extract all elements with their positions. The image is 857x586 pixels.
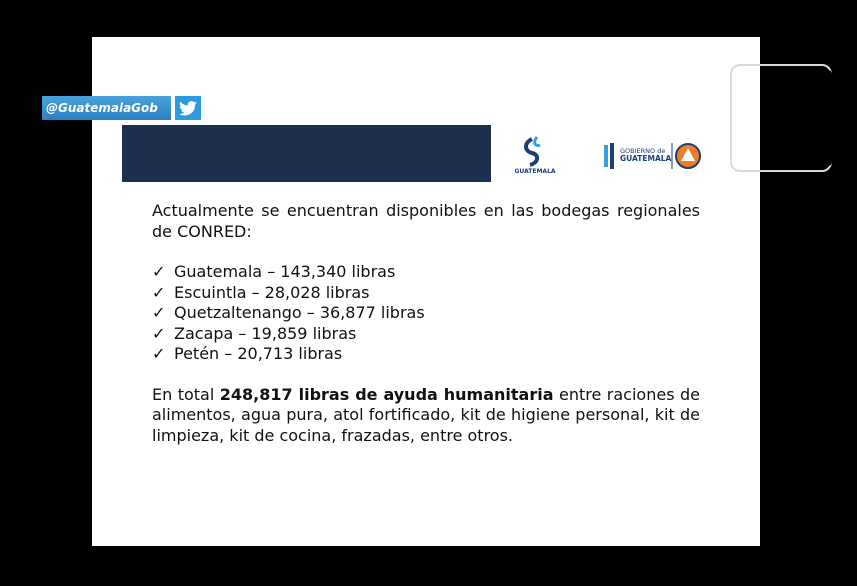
svg-text:GUATEMALA: GUATEMALA bbox=[514, 168, 556, 175]
check-icon: ✓ bbox=[152, 303, 166, 322]
total-paragraph: En total 248,817 libras de ayuda humanitaria entre raciones de alimentos, agua pura, atol fortificado, kit de higiene personal, kit de limpieza, kit de cocina, frazadas, entre otros. bbox=[152, 384, 700, 445]
check-icon: ✓ bbox=[152, 282, 166, 302]
list-item: ✓ Guatemala – 143,340 libras bbox=[152, 262, 396, 281]
check-icon: ✓ bbox=[152, 323, 166, 343]
warehouse-list bbox=[152, 262, 700, 365]
list-item: ✓ Escuintla – 28,028 libras bbox=[152, 282, 370, 302]
list-item: ✓ Quetzaltenango – 36,877 libras bbox=[152, 303, 425, 322]
intro-text: Actualmente se encuentran disponibles en las bodegas regionales de CONRED: bbox=[152, 201, 700, 241]
list-item: ✓ Zacapa – 19,859 libras bbox=[152, 323, 357, 343]
title-banner bbox=[122, 125, 491, 182]
check-icon: ✓ bbox=[152, 344, 166, 363]
gobierno-guatemala-logo bbox=[602, 139, 706, 173]
check-icon: ✓ bbox=[152, 262, 166, 281]
conred-logo bbox=[510, 135, 560, 175]
list-item: ✓ Petén – 20,713 libras bbox=[152, 344, 343, 363]
video-frame-inner bbox=[782, 70, 832, 166]
svg-text:GUATEMALA: GUATEMALA bbox=[620, 154, 672, 163]
total-highlight: 248,817 libras de ayuda humanitaria bbox=[219, 384, 554, 404]
svg-text:GOBIERNO de: GOBIERNO de bbox=[620, 147, 666, 155]
twitter-bird-icon bbox=[175, 96, 201, 120]
twitter-handle-overlay: @GuatemalaGob bbox=[42, 96, 171, 120]
slide-content bbox=[152, 201, 700, 446]
